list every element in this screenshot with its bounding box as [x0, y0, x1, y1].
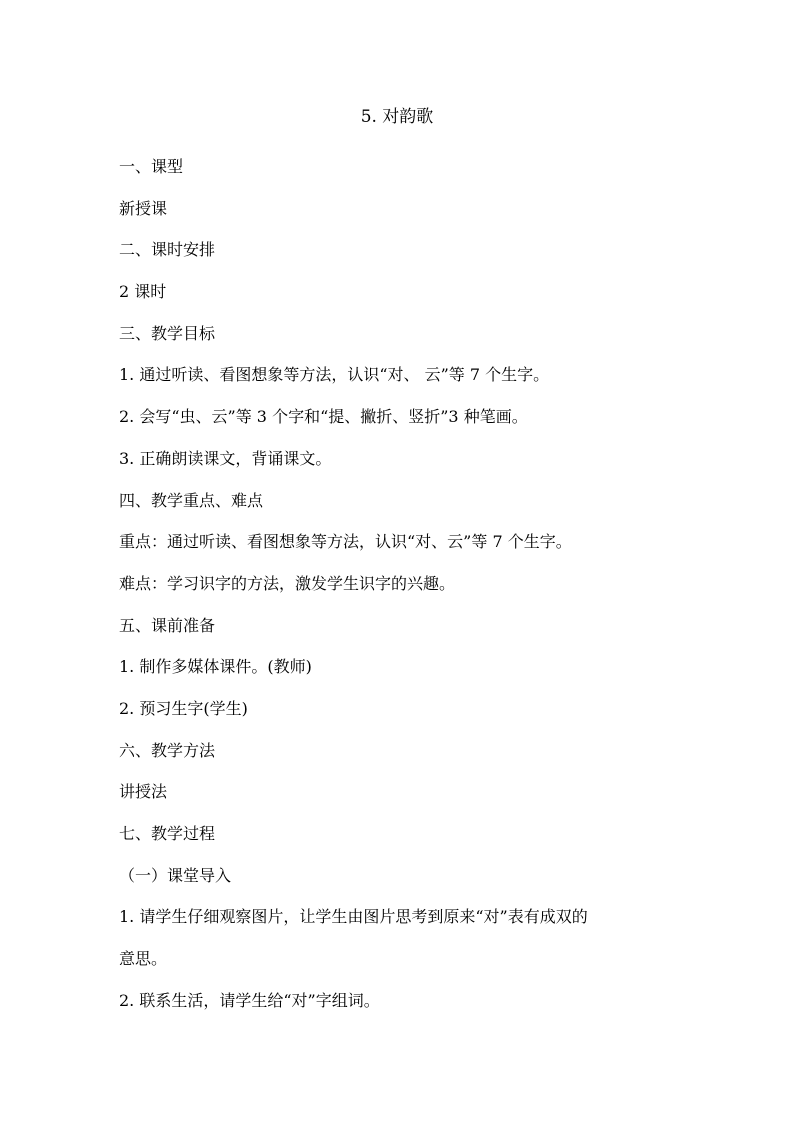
- section-heading-method: 六、教学方法: [119, 740, 216, 760]
- process-paragraph-2: 2. 联系生活，请学生给“对”字组词。: [119, 990, 380, 1010]
- schedule-value: 2 课时: [119, 282, 167, 302]
- difficult-point: 难点：学习识字的方法，激发学生识字的兴趣。: [119, 573, 456, 593]
- section-heading-preparation: 五、课前准备: [119, 615, 216, 635]
- title-text: 5. 对韵歌: [360, 107, 434, 127]
- process-paragraph-1-line-1: 1. 请学生仔细观察图片，让学生由图片思考到原来“对”表有成双的: [119, 907, 588, 927]
- key-point: 重点：通过听读、看图想象等方法，认识“对、云”等 7 个生字。: [119, 532, 572, 552]
- section-heading-schedule: 二、课时安排: [119, 240, 216, 260]
- lesson-type-value: 新授课: [119, 198, 168, 218]
- process-paragraph-1-line-2: 意思。: [119, 949, 168, 969]
- document-title: [0, 105, 794, 129]
- section-heading-lesson-type: 一、课型: [119, 157, 184, 176]
- document-body: [119, 146, 699, 1021]
- method-value: 讲授法: [119, 782, 168, 802]
- section-heading-key-points: 四、教学重点、难点: [119, 490, 264, 510]
- section-heading-process: 七、教学过程: [119, 824, 216, 843]
- subsection-heading-intro: （一）课堂导入: [119, 865, 232, 885]
- preparation-item-1: 1. 制作多媒体课件。(教师): [119, 657, 312, 677]
- objective-item-3: 3. 正确朗读课文，背诵课文。: [119, 448, 332, 468]
- objective-item-1: 1. 通过听读、看图想象等方法，认识“对、 云”等 7 个生字。: [119, 365, 550, 385]
- section-heading-objectives: 三、教学目标: [119, 323, 216, 343]
- preparation-item-2: 2. 预习生字(学生): [119, 698, 248, 718]
- objective-item-2: 2. 会写“虫、云”等 3 个字和“提、撇折、竖折”3 种笔画。: [119, 407, 528, 427]
